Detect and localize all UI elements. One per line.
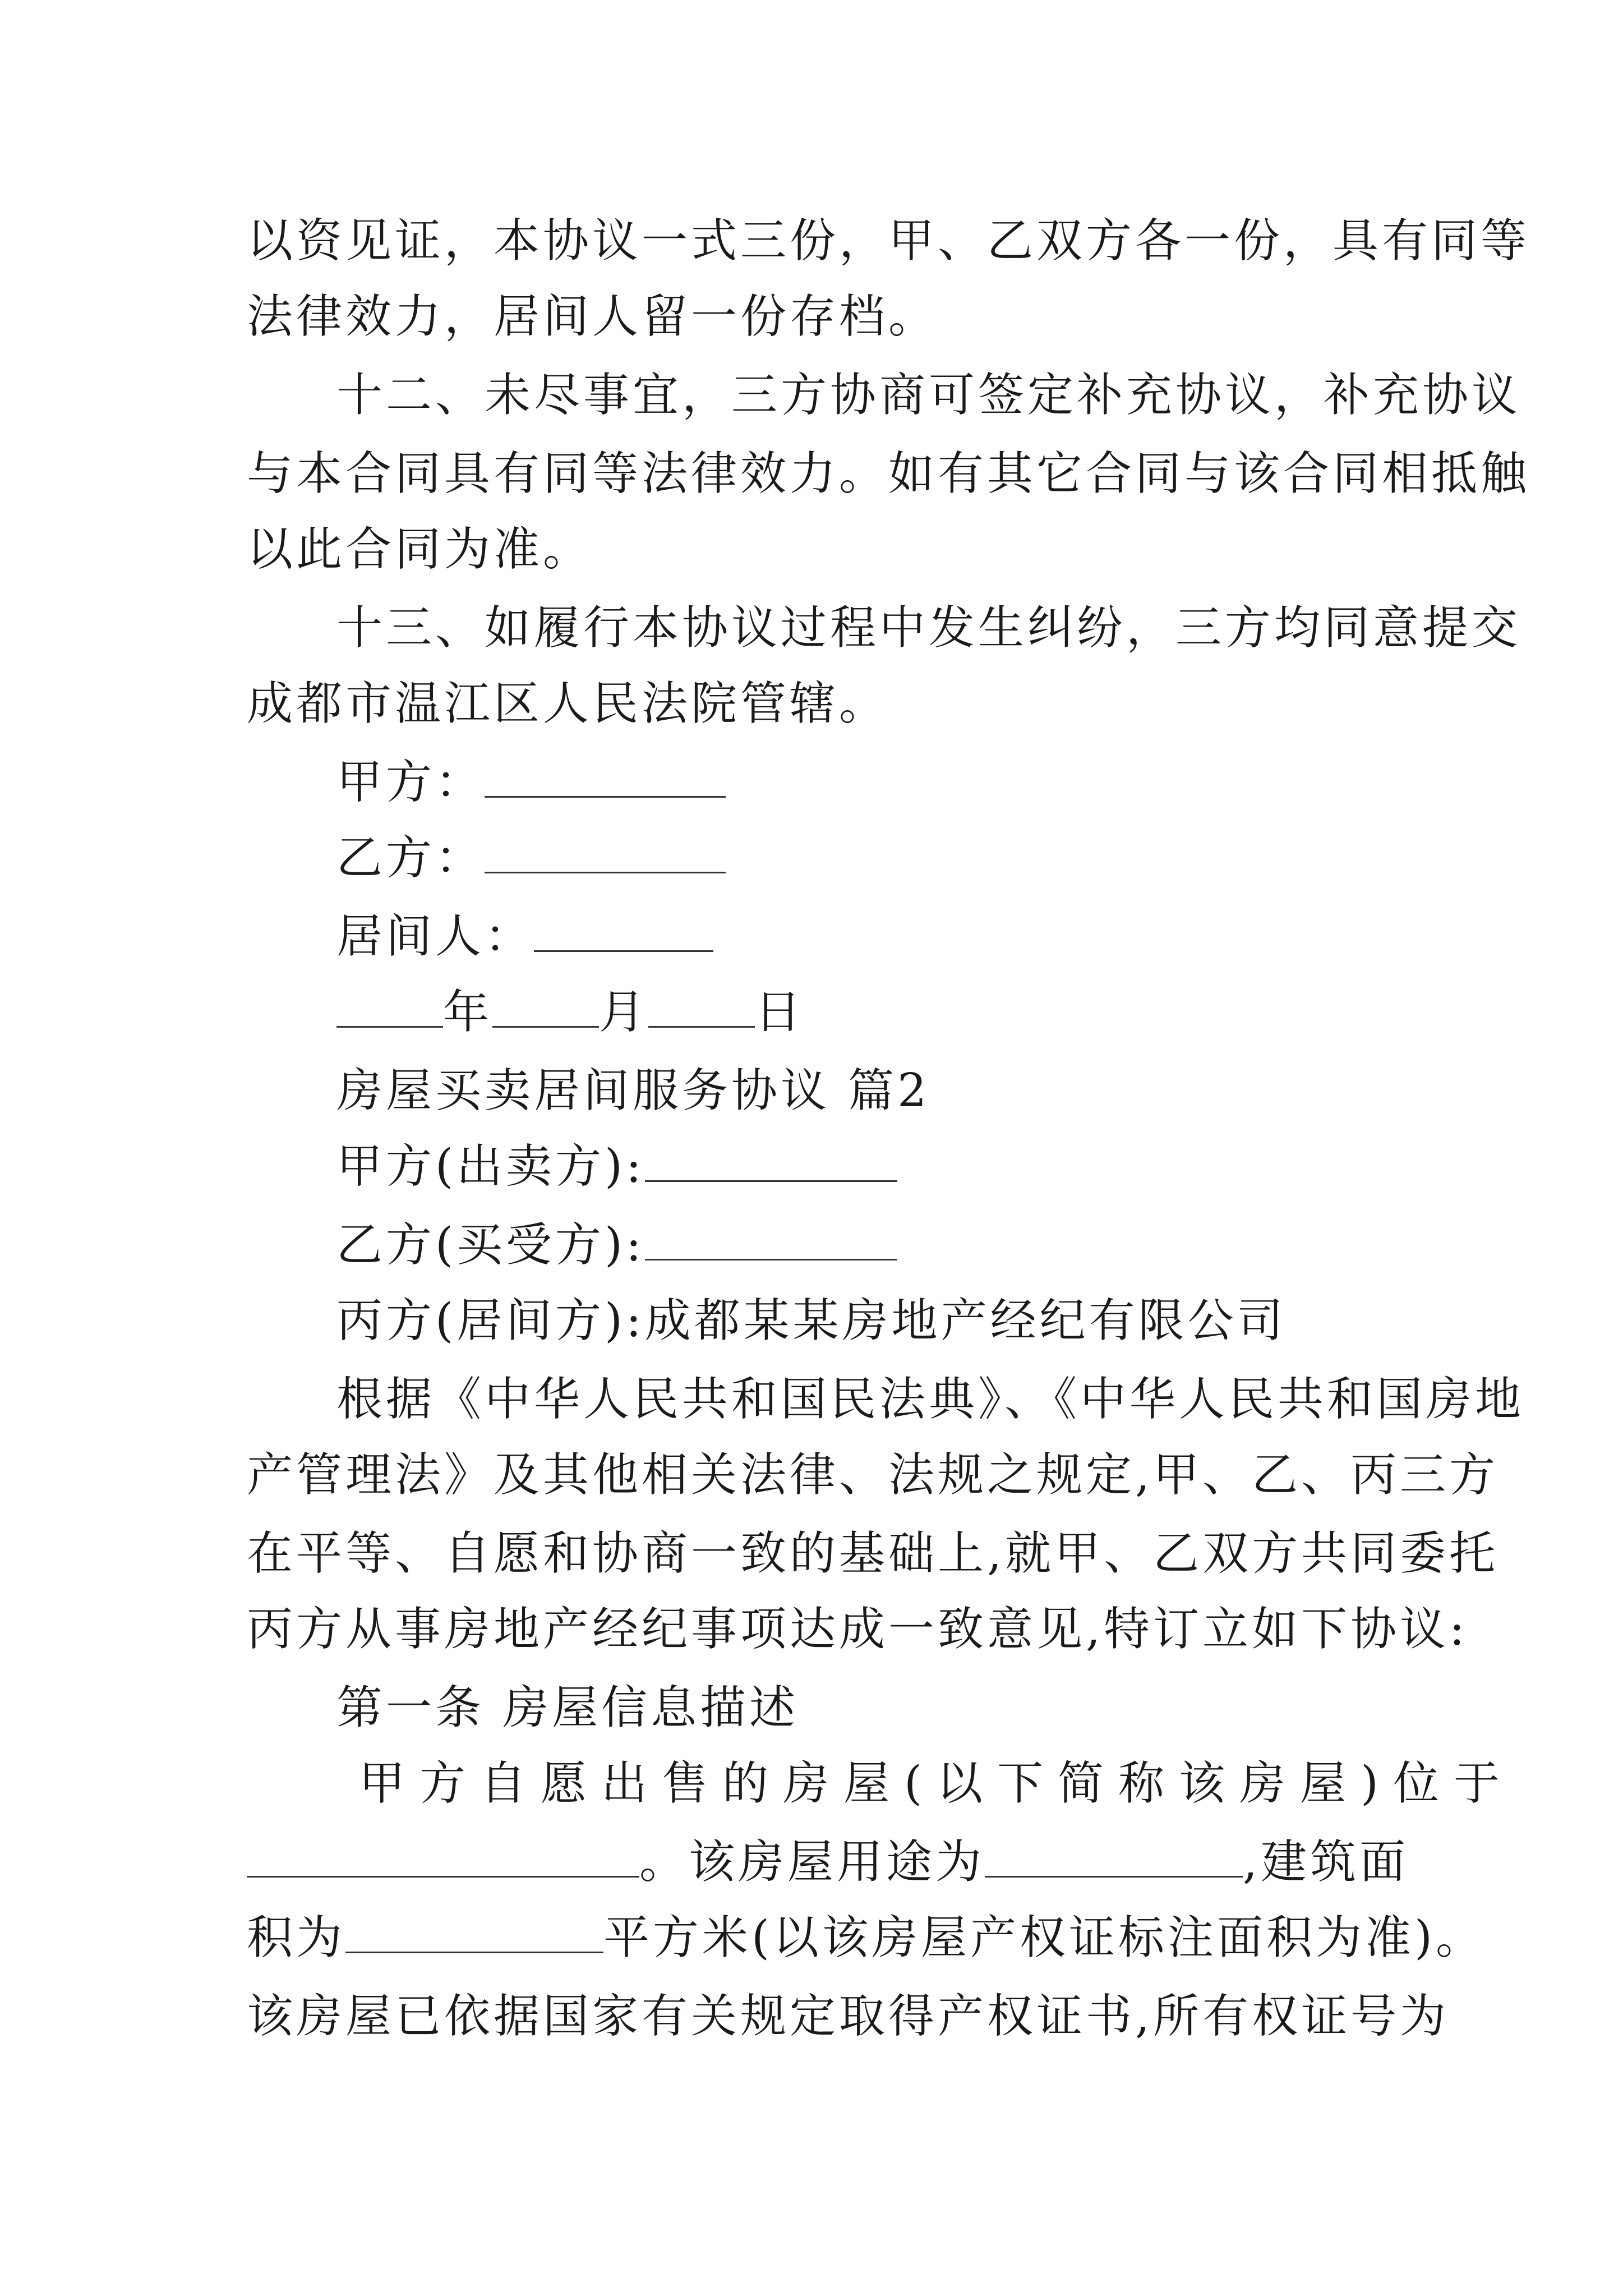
- body-line: 以资见证，本协议一式三份，甲、乙双方各一份，具有同等: [247, 214, 1530, 268]
- article-text: 积为: [247, 1911, 346, 1964]
- body-line: 法律效力，居间人留一份存档。: [247, 290, 938, 343]
- party-label: 乙方(买受方):: [336, 1218, 645, 1272]
- article-line: [247, 1834, 1409, 1890]
- article-title: 第一条 房屋信息描述: [336, 1681, 799, 1734]
- clause-13-line: 十三、如履行本协议过程中发生纠纷，三方均同意提交: [336, 601, 1521, 655]
- month-label: 月: [599, 986, 649, 1039]
- signature-blank[interactable]: [485, 757, 726, 798]
- body-line: 成都市温江区人民法院管辖。: [247, 677, 889, 730]
- clause-12-line: 十二、未尽事宜，三方协商可签定补充协议，补充协议: [336, 369, 1521, 422]
- signature-label: 居间人：: [336, 910, 534, 963]
- article-line: 甲方自愿出售的房屋(以下简称该房屋)位于: [359, 1757, 1514, 1810]
- party-seller: [336, 1139, 897, 1195]
- signature-blank[interactable]: [485, 832, 726, 873]
- article-text: ,建筑面: [1243, 1835, 1409, 1889]
- signature-party-a: [336, 754, 726, 811]
- party-buyer: [336, 1217, 897, 1273]
- signature-intermediary: [336, 909, 713, 965]
- preamble-line: 丙方从事房地产经纪事项达成一致意见,特订立如下协议:: [247, 1603, 1468, 1656]
- party-label: 甲方(出卖方):: [336, 1140, 645, 1193]
- article-text: 。该房屋用途为: [639, 1835, 985, 1889]
- day-blank[interactable]: [648, 987, 755, 1028]
- location-blank[interactable]: [247, 1837, 639, 1878]
- party-agent: 丙方(居间方):成都某某房地产经纪有限公司: [336, 1294, 1287, 1347]
- party-blank[interactable]: [645, 1220, 897, 1260]
- body-line: 与本合同具有同等法律效力。如有其它合同与该合同相抵触: [247, 447, 1530, 500]
- date-line: [336, 984, 804, 1041]
- year-label: 年: [443, 986, 493, 1039]
- body-line: 以此合同为准。: [247, 523, 593, 576]
- usage-blank[interactable]: [985, 1837, 1243, 1878]
- signature-label: 甲方：: [336, 756, 485, 809]
- area-blank[interactable]: [345, 1912, 603, 1953]
- article-line: [247, 1910, 1485, 1966]
- month-blank[interactable]: [492, 987, 599, 1028]
- preamble-line: 产管理法》及其他相关法律、法规之规定,甲、乙、丙三方: [247, 1448, 1499, 1502]
- day-label: 日: [755, 986, 805, 1039]
- signature-label: 乙方：: [336, 831, 485, 885]
- party-blank[interactable]: [645, 1141, 897, 1182]
- article-text: 平方米(以该房屋产权证标注面积为准)。: [603, 1911, 1485, 1964]
- section-heading: 房屋买卖居间服务协议 篇2: [336, 1064, 930, 1117]
- preamble-line: 在平等、自愿和协商一致的基础上,就甲、乙双方共同委托: [247, 1527, 1499, 1580]
- signature-blank[interactable]: [534, 911, 713, 952]
- article-line: 该房屋已依据国家有关规定取得产权证书,所有权证号为: [247, 1990, 1450, 2043]
- signature-party-b: [336, 830, 726, 886]
- preamble-line: 根据《中华人民共和国民法典》、《中华人民共和国房地: [336, 1373, 1525, 1426]
- year-blank[interactable]: [336, 987, 443, 1028]
